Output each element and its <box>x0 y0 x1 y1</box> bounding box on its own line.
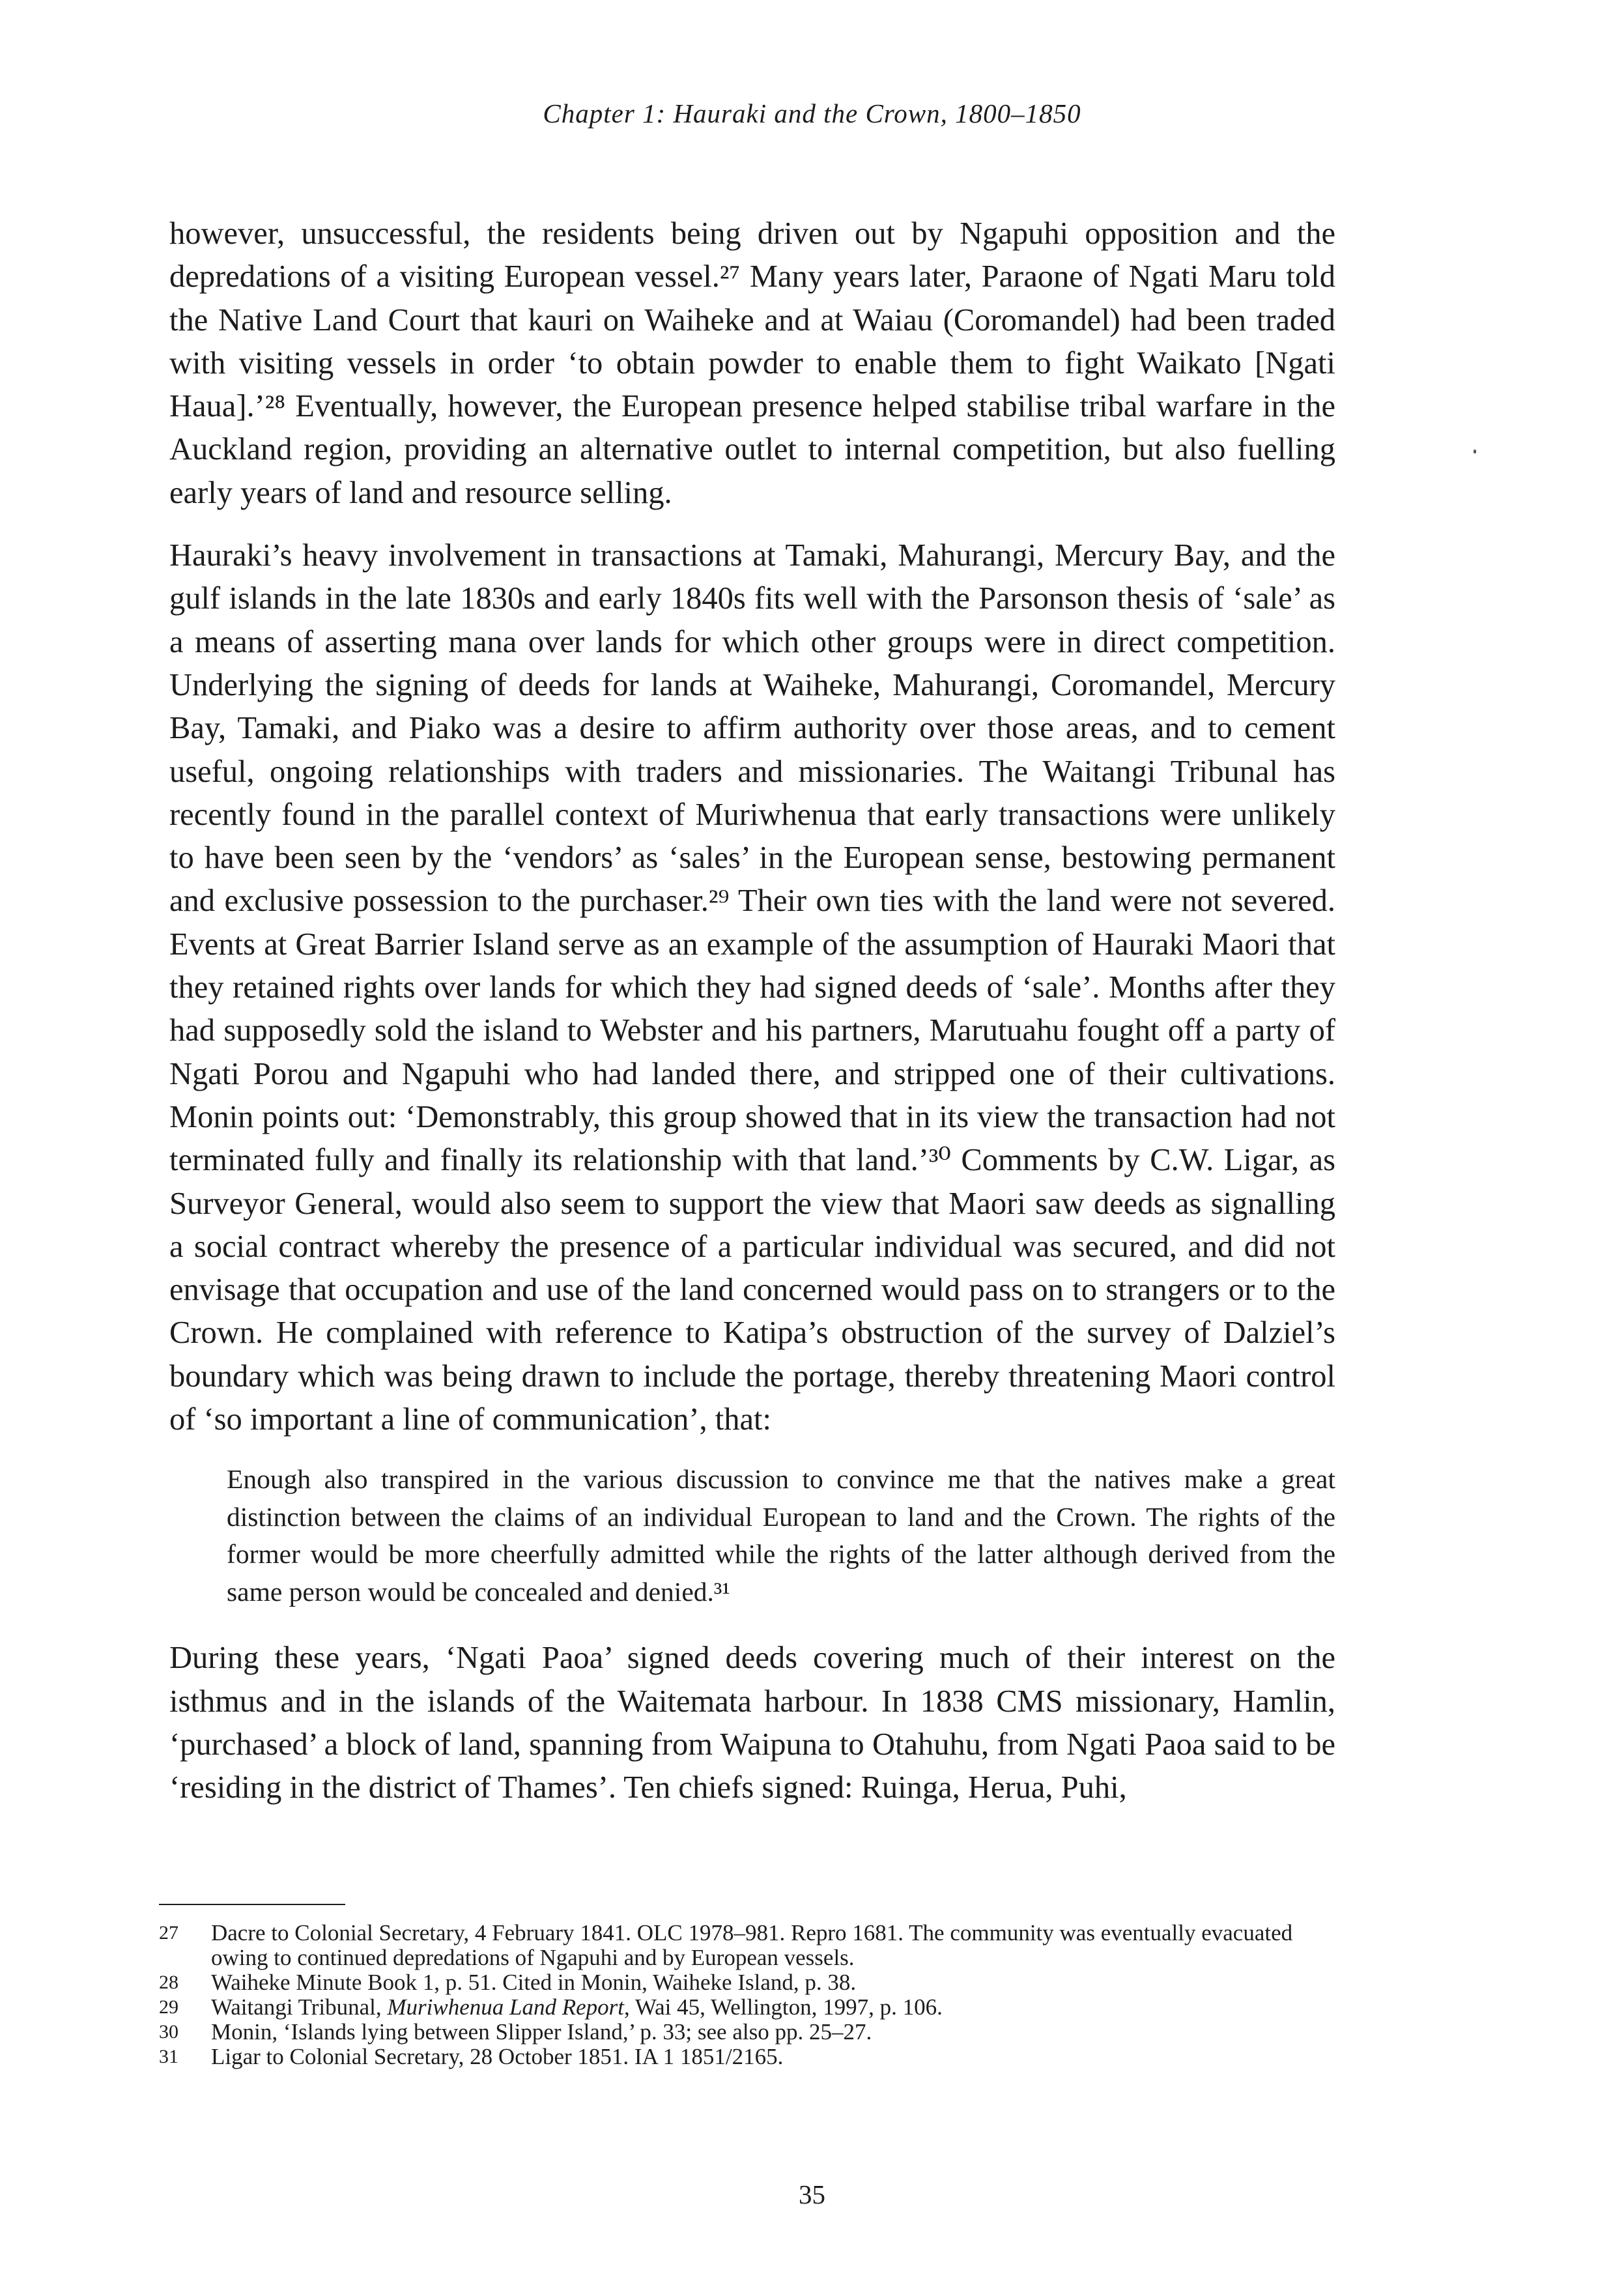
footnote-number: 27 <box>159 1922 178 1944</box>
footnote-number: 28 <box>159 1972 178 1993</box>
footnote-28 <box>159 1970 1345 1995</box>
footnote-rule <box>159 1904 345 1905</box>
running-head: Chapter 1: Hauraki and the Crown, 1800–1850 <box>543 98 1081 128</box>
footnote-29 <box>159 1995 1345 2020</box>
footnote-number: 29 <box>159 1996 178 2018</box>
stray-ink-mark <box>1474 450 1476 453</box>
page-number: 35 <box>799 2179 825 2209</box>
footnote-text: Waiheke Minute Book 1, p. 51. Cited in Monin, Waiheke Island, p. 38. <box>211 1970 857 1995</box>
footnote-text: Dacre to Colonial Secretary, 4 February 1841. OLC 1978–981. Repro 1681. The community was eventually evacuated owing to continued depredations of Ngapuhi and by European vessels. <box>211 1920 1293 1970</box>
footnote-31 <box>159 2045 1345 2069</box>
footnotes <box>159 1921 1345 2069</box>
footnote-text: Ligar to Colonial Secretary, 28 October 1851. IA 1 1851/2165. <box>211 2044 784 2069</box>
footnote-text-prefix: Waitangi Tribunal, <box>211 1994 388 2020</box>
block-quote: Enough also transpired in the various discussion to convince me that the natives make a great distinction between the claims of an individual European to land and the Crown. The rights of the former would be more cheerfully admitted while the rights of the latter although derived from the same person would be concealed and denied.³¹ <box>227 1464 1335 1607</box>
body-text <box>169 212 1335 1830</box>
paragraph-2: Hauraki’s heavy involvement in transactions at Tamaki, Mahurangi, Mercury Bay, and the gulf islands in the late 1830s and early 1840s fits well with the Parsonson thesis of ‘sale’ as a means of asserting mana over lands for which other groups were in direct competition. Underlying the signing of deeds for lands at Waiheke, Mahurangi, Coromandel, Mercury Bay, Tamaki, and Piako was a desire to affirm authority over those areas, and to cement useful, ongoing relationships with traders and missionaries. The Waitangi Tribunal has recently found in the parallel context of Muriwhenua that early transactions were unlikely to have been seen by the ‘vendors’ as ‘sales’ in the European sense, bestowing permanent and exclusive possession to the purchaser.²⁹ Their own ties with the land were not severed. Events at Great Barrier Island serve as an example of the assumption of Hauraki Maori that they retained rights over lands for which they had signed deeds of ‘sale’. Months after they had supposedly sold the island to Webster and his partners, Marutuahu fought off a party of Ngati Porou and Ngapuhi who had landed there, and stripped one of their cultivations. Monin points out: ‘Demonstrably, this group showed that in its view the transaction had not terminated fully and finally its relationship with that land.’³⁰ Comments by C.W. Ligar, as Surveyor General, would also seem to support the view that Maori saw deeds as signalling a social contract whereby the presence of a particular individual was secured, and did not envisage that occupation and use of the land concerned would pass on to strangers or to the Crown. He complained with reference to Katipa’s obstruction of the survey of Dalziel’s boundary which was being drawn to include the portage, thereby threatening Maori control of ‘so important a line of communication’, that: <box>169 538 1335 1437</box>
footnote-text-suffix: , Wai 45, Wellington, 1997, p. 106. <box>624 1994 943 2020</box>
footnote-30 <box>159 2020 1345 2045</box>
footnote-number: 30 <box>159 2021 178 2043</box>
paragraph-1: however, unsuccessful, the residents being driven out by Ngapuhi opposition and the depredations of a visiting European vessel.²⁷ Many years later, Paraone of Ngati Maru told the Native Land Court that kauri on Waiheke and at Waiau (Coromandel) had been traded with visiting vessels in order ‘to obtain powder to enable them to fight Waikato [Ngati Haua].’²⁸ Eventually, however, the European presence helped stabilise tribal warfare in the Auckland region, providing an alternative outlet to internal competition, but also fuelling early years of land and resource selling. <box>169 216 1335 510</box>
footnote-text: Monin, ‘Islands lying between Slipper Island,’ p. 33; see also pp. 25–27. <box>211 2019 872 2045</box>
paragraph-3: During these years, ‘Ngati Paoa’ signed deeds covering much of their interest on the isthmus and in the islands of the Waitemata harbour. In 1838 CMS missionary, Hamlin, ‘purchased’ a block of land, spanning from Waipuna to Otahuhu, from Ngati Paoa said to be ‘residing in the district of Thames’. Ten chiefs signed: Ruinga, Herua, Puhi, <box>169 1641 1335 1805</box>
footnote-number: 31 <box>159 2046 178 2067</box>
footnote-title-italic: Muriwhenua Land Report <box>387 1994 624 2020</box>
footnote-27 <box>159 1921 1345 1970</box>
